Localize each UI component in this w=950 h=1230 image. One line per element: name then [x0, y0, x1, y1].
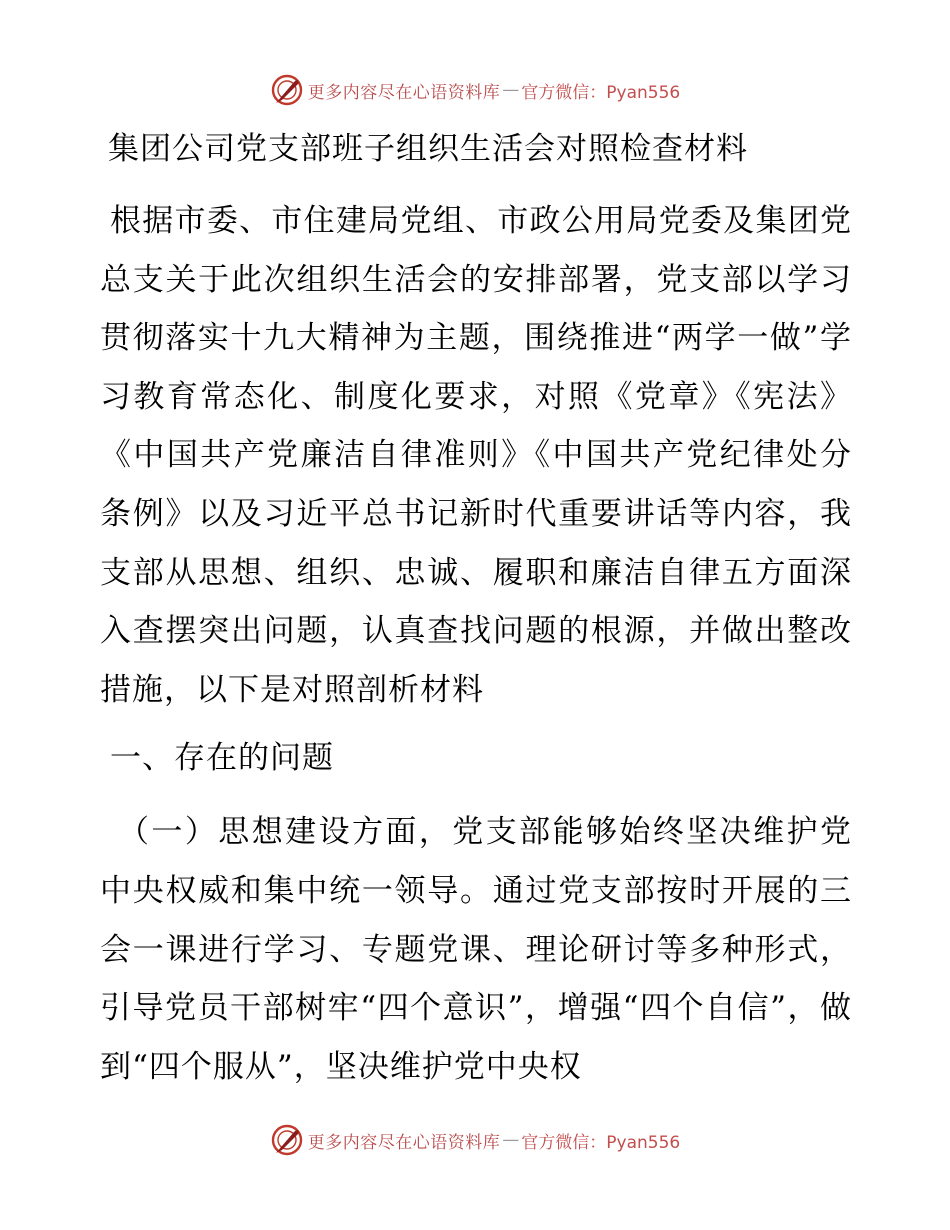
- watermark-dash: —: [502, 1130, 520, 1150]
- watermark-contact: 官方微信：Pyan556: [521, 82, 681, 103]
- watermark-header: [0, 70, 950, 110]
- section-paragraph: （一）思想建设方面，党支部能够始终坚决维护党中央权威和集中统一领导。通过党支部按时开展的三会一课进行学习、专题党课、理论研讨等多种形式，引导党员干部树牢“四个意识”，增强“四个自信”，做到“四个服从”，坚决维护党中央权: [100, 814, 852, 1085]
- watermark-footer: [0, 1120, 950, 1160]
- watermark-contact: 官方微信：Pyan556: [521, 1132, 681, 1153]
- watermark-text: 更多内容尽在心语资料库: [307, 82, 501, 103]
- feather-logo-icon: [270, 1123, 304, 1157]
- section-heading: 一、存在的问题: [110, 740, 334, 777]
- document-body: [100, 120, 852, 1096]
- feather-logo-icon: [270, 73, 304, 107]
- watermark-dash: —: [502, 80, 520, 100]
- intro-paragraph: 根据市委、市住建局党组、市政公用局党委及集团党总支关于此次组织生活会的安排部署，党支部以学习贯彻落实十九大精神为主题，围绕推进“两学一做”学习教育常态化、制度化要求，对照《党章》《宪法》《中国共产党廉洁自律准则》《中国共产党纪律处分条例》以及习近平总书记新时代重要讲话等内容，我支部从思想、组织、忠诚、履职和廉洁自律五方面深入查摆突出问题，认真查找问题的根源，并做出整改措施，以下是对照剖析材料: [100, 203, 852, 708]
- watermark-text: 更多内容尽在心语资料库: [307, 1132, 501, 1153]
- document-title: 集团公司党支部班子组织生活会对照检查材料: [108, 131, 748, 167]
